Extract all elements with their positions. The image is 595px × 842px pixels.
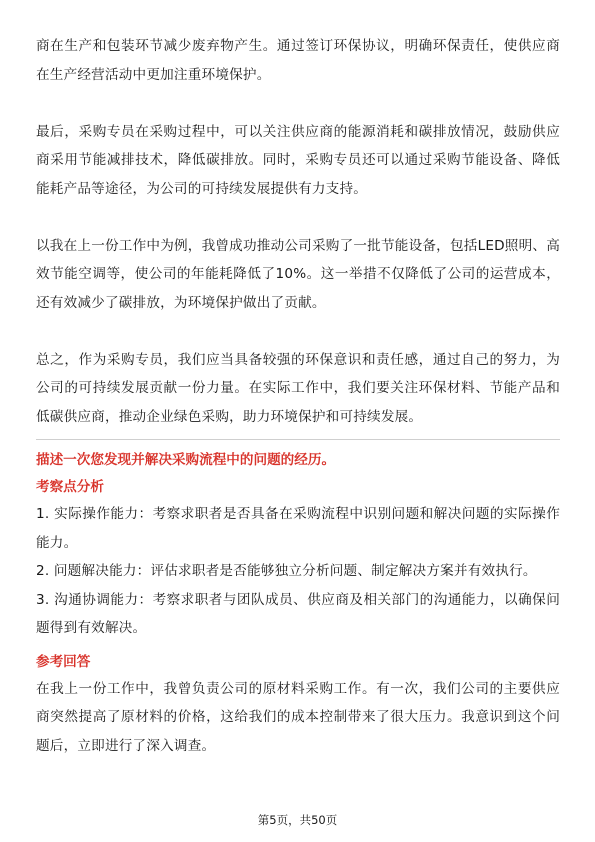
analysis-item: 3. 沟通协调能力：考察求职者与团队成员、供应商及相关部门的沟通能力，以确保问题得到有效解决。 — [36, 591, 560, 636]
section-divider — [36, 439, 560, 440]
analysis-title: 考察点分析 — [36, 479, 104, 495]
answer-title: 参考回答 — [36, 653, 91, 670]
analysis-item: 2. 问题解决能力：评估求职者是否能够独立分析问题、制定解决方案并有效执行。 — [36, 563, 537, 579]
paragraph: 最后，采购专员在采购过程中，可以关注供应商的能源消耗和碳排放情况，鼓励供应商采用节能减排技术，降低碳排放。同时，采购专员还可以通过采购节能设备、降低能耗产品等途径，为公司的可持续发展提供有力支持。 — [36, 123, 560, 197]
analysis-item: 1. 实际操作能力：考察求职者是否具备在采购流程中识别问题和解决问题的实际操作能力。 — [36, 506, 560, 551]
interview-question: 描述一次您发现并解决采购流程中的问题的经历。 — [36, 452, 336, 468]
page-footer: 第5页，共50页 — [257, 813, 338, 827]
paragraph: 以我在上一份工作中为例，我曾成功推动公司采购了一批节能设备，包括LED照明、高效节能空调等，使公司的年能耗降低了10%。这一举措不仅降低了公司的运营成本，还有效减少了碳排放，为环境保护做出了贡献。 — [36, 237, 560, 311]
answer-text: 在我上一份工作中，我曾负责公司的原材料采购工作。有一次，我们公司的主要供应商突然提高了原材料的价格，这给我们的成本控制带来了很大压力。我意识到这个问题后，立即进行了深入调查。 — [36, 680, 560, 754]
paragraph: 总之，作为采购专员，我们应当具备较强的环保意识和责任感，通过自己的努力，为公司的可持续发展贡献一份力量。在实际工作中，我们要关注环保材料、节能产品和低碳供应商，推动企业绿色采购，助力环境保护和可持续发展。 — [36, 351, 560, 425]
document-body — [36, 32, 560, 760]
paragraph: 商在生产和包装环节减少废弃物产生。通过签订环保协议，明确环保责任，使供应商在生产经营活动中更加注重环境保护。 — [36, 38, 560, 83]
